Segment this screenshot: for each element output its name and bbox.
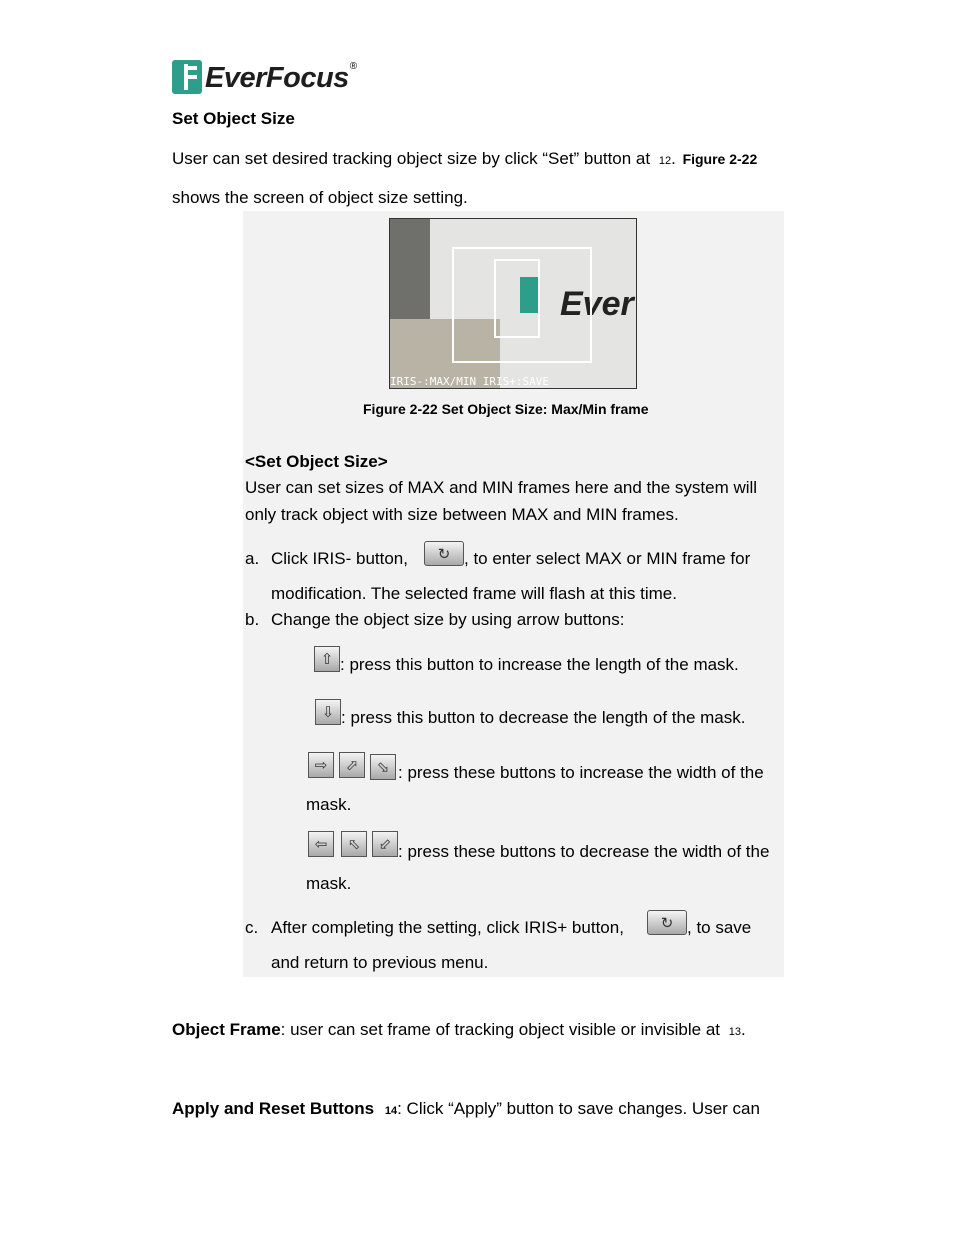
arrow-right-icon: ⇨ [314,757,328,774]
registered-mark: ® [349,61,358,72]
rotate-icon: ↻ [437,545,451,563]
step-c-label: c. [245,918,259,937]
marker-12: 12 [658,155,672,167]
arrow-left-icon: ⇦ [314,836,328,853]
osd-text: IRIS-:MAX/MIN IRIS+:SAVE [390,375,549,388]
subsection-title: <Set Object Size> [245,452,388,471]
down-arrow-button[interactable] [315,699,341,725]
step-b-label: b. [245,610,260,629]
apply-reset-label: Apply and Reset Buttons [172,1099,375,1118]
object-frame-period: . [741,1020,746,1039]
down-right-arrow-button[interactable] [370,754,396,780]
increase-width-desc-2: mask. [306,795,352,814]
subsection-desc-1: User can set sizes of MAX and MIN frames here and the system will [245,478,758,497]
up-arrow-desc: : press this button to increase the length of the mask. [340,655,739,674]
step-a-line-2: modification. The selected frame will flash at this time. [271,584,677,603]
intro-period: . [671,149,676,168]
object-frame-label: Object Frame [172,1020,281,1039]
arrow-up-right-icon: ⬀ [345,757,359,774]
camera-screenshot [389,218,637,389]
everfocus-logo-mark-icon [172,60,202,94]
increase-width-desc: : press these buttons to increase the width of the [398,763,764,782]
decrease-width-desc: : press these buttons to decrease the width of the [398,842,770,861]
arrow-down-left-icon: ⬃ [378,836,392,853]
iris-plus-button[interactable] [647,910,687,935]
arrow-down-icon: ⇩ [321,704,335,721]
step-c-text: After completing the setting, click IRIS+ button, [271,918,624,937]
object-frame-paragraph [172,1020,746,1042]
apply-reset-paragraph [172,1099,760,1121]
rotate-icon: ↻ [660,914,674,932]
marker-13: 13 [728,1026,742,1038]
apply-reset-text: : Click “Apply” button to save changes. User can [397,1099,760,1118]
up-arrow-button[interactable] [314,646,340,672]
down-arrow-desc: : press this button to decrease the length of the mask. [341,708,746,727]
step-c-line-2: and return to previous menu. [271,953,489,972]
arrow-down-right-icon: ⬂ [376,759,390,776]
left-arrow-button[interactable] [308,831,334,857]
subsection-desc-2: only track object with size between MAX and MIN frames. [245,505,679,524]
up-right-arrow-button[interactable] [339,752,365,778]
down-left-arrow-button[interactable] [372,831,398,857]
step-a-text: Click IRIS- button, [271,549,408,568]
marker-14: 14 [384,1105,398,1117]
iris-minus-button[interactable] [424,541,464,566]
step-b-text: Change the object size by using arrow buttons: [271,610,625,629]
figure-reference: Figure 2-22 [682,151,758,167]
step-c-text-post: , to save [687,918,752,937]
section-title: Set Object Size [172,109,295,128]
intro-line-2: shows the screen of object size setting. [172,188,468,207]
intro-line-1 [172,149,757,171]
min-frame [494,259,540,338]
scene-logo-text: Ever [560,285,634,323]
up-left-arrow-button[interactable] [341,831,367,857]
arrow-up-icon: ⇧ [320,651,334,668]
arrow-up-left-icon: ⬁ [347,836,361,853]
figure-caption: Figure 2-22 Set Object Size: Max/Min frame [363,401,649,417]
intro-text: User can set desired tracking object size by click “Set” button at [172,149,651,168]
step-a-label: a. [245,549,260,568]
right-arrow-button[interactable] [308,752,334,778]
object-frame-text: : user can set frame of tracking object visible or invisible at [280,1020,721,1039]
decrease-width-desc-2: mask. [306,874,352,893]
step-a-text-post: , to enter select MAX or MIN frame for [464,549,751,568]
logo-wordmark: EverFocus [205,62,349,94]
everfocus-logo [172,60,357,96]
